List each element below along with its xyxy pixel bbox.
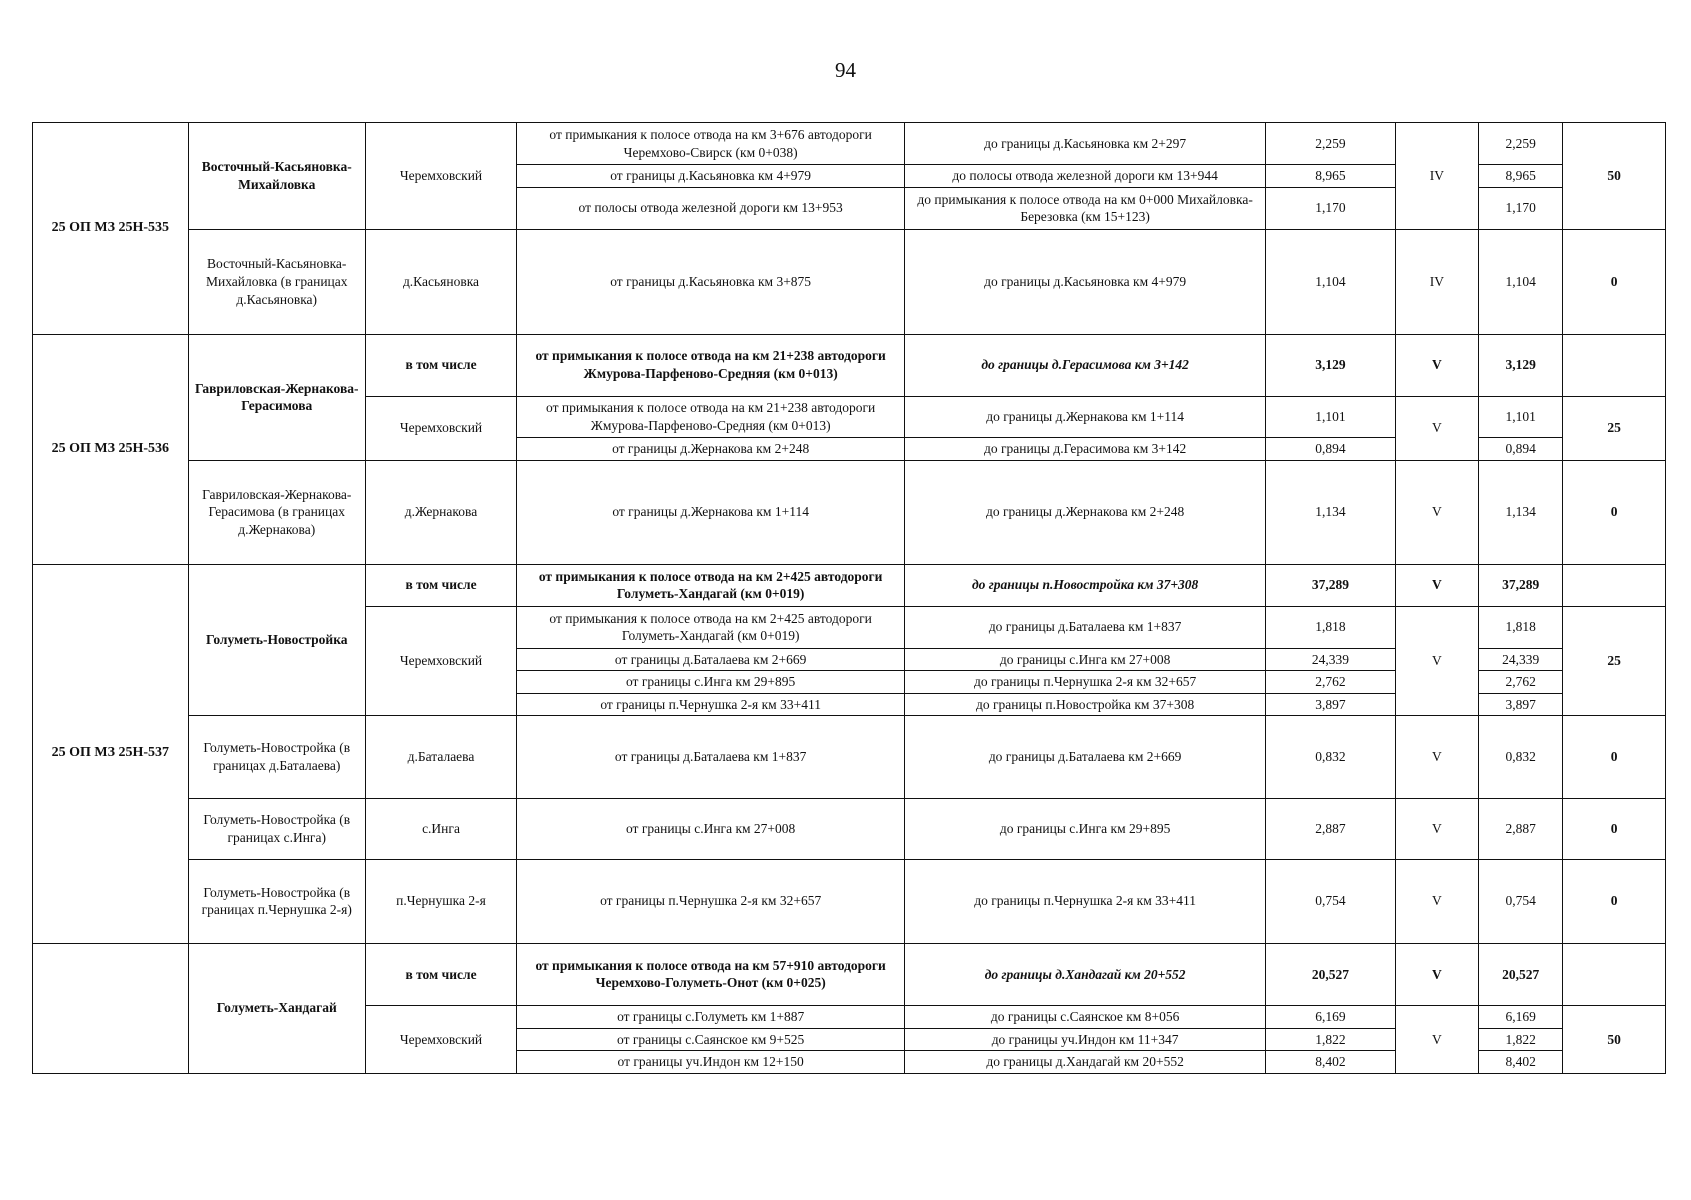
table-row bbox=[33, 334, 1666, 396]
section-from: от полосы отвода железной дороги км 13+953 bbox=[517, 187, 905, 229]
section-length: 0,832 bbox=[1266, 716, 1396, 798]
speed-limit: 0 bbox=[1563, 460, 1666, 564]
road-category: V bbox=[1395, 396, 1478, 460]
speed-limit: 25 bbox=[1563, 606, 1666, 715]
table-body bbox=[33, 123, 1666, 1074]
section-length-2: 2,259 bbox=[1478, 123, 1562, 165]
section-length: 0,754 bbox=[1266, 860, 1396, 943]
section-length: 1,822 bbox=[1266, 1028, 1396, 1051]
settlement: д.Жернакова bbox=[365, 460, 516, 564]
section-length: 20,527 bbox=[1266, 943, 1396, 1006]
summary-label: в том числе bbox=[365, 943, 516, 1006]
roads-table bbox=[32, 122, 1666, 1074]
section-to: до границы с.Саянское км 8+056 bbox=[905, 1006, 1266, 1029]
table-row bbox=[33, 943, 1666, 1006]
road-name: Гавриловская-Жернакова-Герасимова bbox=[188, 334, 365, 460]
section-to: до границы д.Хандагай км 20+552 bbox=[905, 1051, 1266, 1074]
section-length: 37,289 bbox=[1266, 564, 1396, 606]
road-category: V bbox=[1395, 334, 1478, 396]
section-to: до примыкания к полосе отвода на км 0+000 Михайловка-Березовка (км 15+123) bbox=[905, 187, 1266, 229]
segment-name: Голуметь-Новостройка (в границах с.Инга) bbox=[188, 798, 365, 860]
section-length: 3,129 bbox=[1266, 334, 1396, 396]
section-from: от границы с.Голуметь км 1+887 bbox=[517, 1006, 905, 1029]
section-from: от примыкания к полосе отвода на км 2+425 автодороги Голуметь-Хандагай (км 0+019) bbox=[517, 606, 905, 648]
section-from: от границы д.Баталаева км 1+837 bbox=[517, 716, 905, 798]
segment-name: Голуметь-Новостройка (в границах п.Чернушка 2-я) bbox=[188, 860, 365, 943]
section-length: 8,965 bbox=[1266, 165, 1396, 188]
segment-name: Голуметь-Новостройка (в границах д.Баталаева) bbox=[188, 716, 365, 798]
section-length-2: 1,104 bbox=[1478, 229, 1562, 334]
road-category: IV bbox=[1395, 123, 1478, 230]
section-to: до границы д.Баталаева км 1+837 bbox=[905, 606, 1266, 648]
settlement: с.Инга bbox=[365, 798, 516, 860]
section-length-2: 8,965 bbox=[1478, 165, 1562, 188]
section-length: 24,339 bbox=[1266, 648, 1396, 671]
settlement: п.Чернушка 2-я bbox=[365, 860, 516, 943]
speed-limit: 50 bbox=[1563, 1006, 1666, 1074]
road-category: V bbox=[1395, 716, 1478, 798]
section-length-2: 37,289 bbox=[1478, 564, 1562, 606]
segment-name: Восточный-Касьяновка-Михайловка (в границах д.Касьяновка) bbox=[188, 229, 365, 334]
road-code: 25 ОП МЗ 25Н-535 bbox=[33, 123, 189, 335]
road-category: V bbox=[1395, 943, 1478, 1006]
section-length: 1,818 bbox=[1266, 606, 1396, 648]
summary-label: в том числе bbox=[365, 334, 516, 396]
section-length-2: 2,887 bbox=[1478, 798, 1562, 860]
road-category: IV bbox=[1395, 229, 1478, 334]
section-length: 0,894 bbox=[1266, 438, 1396, 461]
section-length: 6,169 bbox=[1266, 1006, 1396, 1029]
road-name: Голуметь-Хандагай bbox=[188, 943, 365, 1073]
table-row bbox=[33, 229, 1666, 334]
section-from: от примыкания к полосе отвода на км 2+425 автодороги Голуметь-Хандагай (км 0+019) bbox=[517, 564, 905, 606]
section-length-2: 3,129 bbox=[1478, 334, 1562, 396]
section-to: до границы уч.Индон км 11+347 bbox=[905, 1028, 1266, 1051]
section-from: от примыкания к полосе отвода на км 21+238 автодороги Жмурова-Парфеново-Средняя (км 0+013) bbox=[517, 334, 905, 396]
table-row bbox=[33, 123, 1666, 165]
district: Черемховский bbox=[365, 396, 516, 460]
road-category: V bbox=[1395, 1006, 1478, 1074]
table-row bbox=[33, 798, 1666, 860]
settlement: д.Касьяновка bbox=[365, 229, 516, 334]
speed-limit bbox=[1563, 334, 1666, 396]
section-to: до границы д.Жернакова км 1+114 bbox=[905, 396, 1266, 438]
section-length: 8,402 bbox=[1266, 1051, 1396, 1074]
speed-limit: 0 bbox=[1563, 860, 1666, 943]
section-to: до границы п.Новостройка км 37+308 bbox=[905, 564, 1266, 606]
section-to: до границы с.Инга км 27+008 bbox=[905, 648, 1266, 671]
section-from: от примыкания к полосе отвода на км 21+238 автодороги Жмурова-Парфеново-Средняя (км 0+013) bbox=[517, 396, 905, 438]
section-length-2: 1,818 bbox=[1478, 606, 1562, 648]
section-length: 3,897 bbox=[1266, 693, 1396, 716]
section-from: от границы п.Чернушка 2-я км 33+411 bbox=[517, 693, 905, 716]
section-from: от границы с.Инга км 29+895 bbox=[517, 671, 905, 694]
road-category: V bbox=[1395, 860, 1478, 943]
speed-limit bbox=[1563, 564, 1666, 606]
table-row bbox=[33, 460, 1666, 564]
section-length-2: 6,169 bbox=[1478, 1006, 1562, 1029]
table-row bbox=[33, 716, 1666, 798]
road-category: V bbox=[1395, 606, 1478, 715]
road-name: Голуметь-Новостройка bbox=[188, 564, 365, 716]
section-to: до границы с.Инга км 29+895 bbox=[905, 798, 1266, 860]
section-length-2: 1,170 bbox=[1478, 187, 1562, 229]
road-category: V bbox=[1395, 564, 1478, 606]
section-length-2: 0,894 bbox=[1478, 438, 1562, 461]
section-to: до границы д.Баталаева км 2+669 bbox=[905, 716, 1266, 798]
section-length-2: 1,134 bbox=[1478, 460, 1562, 564]
section-length-2: 1,101 bbox=[1478, 396, 1562, 438]
speed-limit: 25 bbox=[1563, 396, 1666, 460]
section-from: от границы с.Инга км 27+008 bbox=[517, 798, 905, 860]
page-number: 94 bbox=[835, 58, 856, 82]
segment-name: Гавриловская-Жернакова-Герасимова (в границах д.Жернакова) bbox=[188, 460, 365, 564]
section-length: 2,259 bbox=[1266, 123, 1396, 165]
section-to: до границы д.Касьяновка км 2+297 bbox=[905, 123, 1266, 165]
section-length-2: 20,527 bbox=[1478, 943, 1562, 1006]
section-from: от границы п.Чернушка 2-я км 32+657 bbox=[517, 860, 905, 943]
section-from: от границы с.Саянское км 9+525 bbox=[517, 1028, 905, 1051]
section-to: до границы п.Чернушка 2-я км 33+411 bbox=[905, 860, 1266, 943]
section-from: от границы д.Жернакова км 1+114 bbox=[517, 460, 905, 564]
table-row bbox=[33, 860, 1666, 943]
section-length-2: 0,754 bbox=[1478, 860, 1562, 943]
section-length: 1,104 bbox=[1266, 229, 1396, 334]
section-length-2: 24,339 bbox=[1478, 648, 1562, 671]
section-length: 2,887 bbox=[1266, 798, 1396, 860]
section-from: от границы уч.Индон км 12+150 bbox=[517, 1051, 905, 1074]
section-from: от примыкания к полосе отвода на км 57+910 автодороги Черемхово-Голуметь-Онот (км 0+025) bbox=[517, 943, 905, 1006]
section-to: до полосы отвода железной дороги км 13+944 bbox=[905, 165, 1266, 188]
section-from: от границы д.Касьяновка км 3+875 bbox=[517, 229, 905, 334]
section-length-2: 3,897 bbox=[1478, 693, 1562, 716]
section-from: от границы д.Касьяновка км 4+979 bbox=[517, 165, 905, 188]
section-from: от примыкания к полосе отвода на км 3+676 автодороги Черемхово-Свирск (км 0+038) bbox=[517, 123, 905, 165]
table-row bbox=[33, 564, 1666, 606]
section-length: 1,170 bbox=[1266, 187, 1396, 229]
district: Черемховский bbox=[365, 606, 516, 715]
section-to: до границы д.Касьяновка км 4+979 bbox=[905, 229, 1266, 334]
road-code bbox=[33, 943, 189, 1073]
section-from: от границы д.Жернакова км 2+248 bbox=[517, 438, 905, 461]
section-to: до границы д.Хандагай км 20+552 bbox=[905, 943, 1266, 1006]
section-length-2: 0,832 bbox=[1478, 716, 1562, 798]
speed-limit: 50 bbox=[1563, 123, 1666, 230]
section-to: до границы д.Жернакова км 2+248 bbox=[905, 460, 1266, 564]
speed-limit: 0 bbox=[1563, 798, 1666, 860]
district: Черемховский bbox=[365, 123, 516, 230]
section-to: до границы п.Чернушка 2-я км 32+657 bbox=[905, 671, 1266, 694]
road-code: 25 ОП МЗ 25Н-536 bbox=[33, 334, 189, 564]
road-category: V bbox=[1395, 798, 1478, 860]
road-name: Восточный-Касьяновка-Михайловка bbox=[188, 123, 365, 230]
section-length: 1,134 bbox=[1266, 460, 1396, 564]
speed-limit: 0 bbox=[1563, 229, 1666, 334]
road-code: 25 ОП МЗ 25Н-537 bbox=[33, 564, 189, 943]
settlement: д.Баталаева bbox=[365, 716, 516, 798]
section-length: 1,101 bbox=[1266, 396, 1396, 438]
district: Черемховский bbox=[365, 1006, 516, 1074]
road-category: V bbox=[1395, 460, 1478, 564]
section-from: от границы д.Баталаева км 2+669 bbox=[517, 648, 905, 671]
section-length-2: 2,762 bbox=[1478, 671, 1562, 694]
section-to: до границы д.Герасимова км 3+142 bbox=[905, 438, 1266, 461]
section-to: до границы д.Герасимова км 3+142 bbox=[905, 334, 1266, 396]
speed-limit: 0 bbox=[1563, 716, 1666, 798]
section-length: 2,762 bbox=[1266, 671, 1396, 694]
summary-label: в том числе bbox=[365, 564, 516, 606]
section-length-2: 8,402 bbox=[1478, 1051, 1562, 1074]
speed-limit bbox=[1563, 943, 1666, 1006]
section-to: до границы п.Новостройка км 37+308 bbox=[905, 693, 1266, 716]
section-length-2: 1,822 bbox=[1478, 1028, 1562, 1051]
